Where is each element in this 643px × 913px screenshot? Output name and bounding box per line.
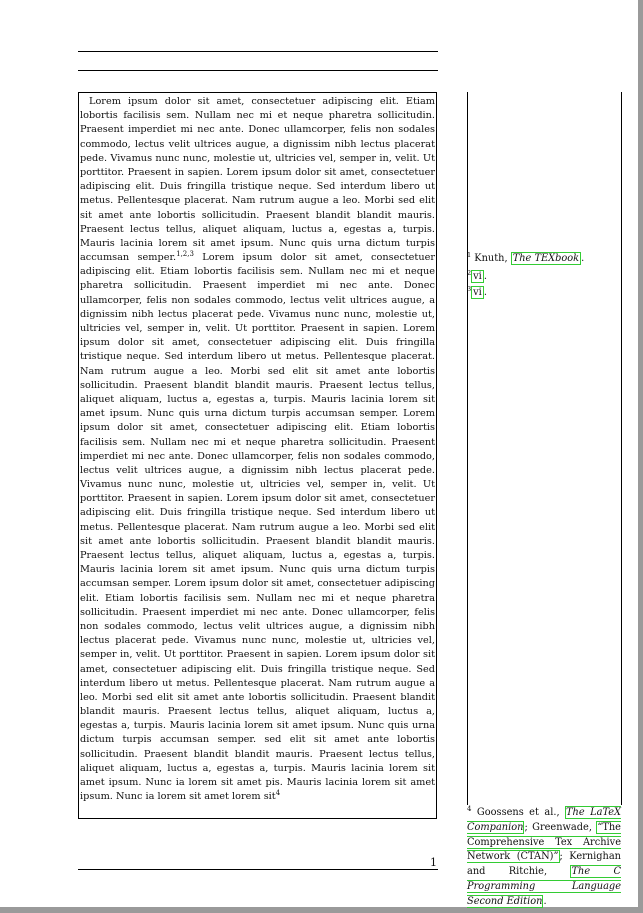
link-latex-companion[interactable]: The LaTeX Companion (467, 807, 621, 833)
margin-note-3 (467, 286, 487, 301)
margin-note-1 (467, 252, 584, 267)
margin-note-2 (467, 270, 487, 285)
link-vi-2[interactable]: vi (473, 271, 482, 282)
main-text-part-1: Lorem ipsum dolor sit amet, consectetuer adipiscing elit. Etiam lobortis facilisis sem. Nullam nec mi et neque pharetra sollicitudin. Praesent imperdiet mi nec ante. Donec ullamcorper, felis non sodales commodo, lectus velit ultrices augue, a dignissim nibh lectus placerat pede. Vivamus nunc nunc, molestie ut, ultricies vel, semper in, velit. Ut porttitor. Praesent in sapien. Lorem ipsum dolor sit amet, consectetuer adipiscing elit. Duis fringilla tristique neque. Sed interdum libero ut metus. Pellentesque placerat. Nam rutrum augue a leo. Morbi sed elit sit amet ante lobortis sollicitudin. Praesent blandit blandit mauris. Praesent lectus tellus, aliquet aliquam, luctus a, egestas a, turpis. Mauris lacinia lorem sit amet ipsum. Nunc quis urna dictum turpis accumsan semper. (80, 96, 435, 264)
page-edge-right (638, 0, 643, 913)
margin-note-4-text-c: ; Kernighan and Ritchie, (467, 851, 621, 878)
margin-note-1-end: . (581, 253, 585, 264)
margin-column-right-line (621, 92, 622, 805)
margin-note-1-mark: 1 (467, 251, 472, 259)
margin-note-4 (467, 806, 621, 910)
margin-column-left-line (467, 92, 468, 805)
link-ctan[interactable]: “The Comprehensive Tex Archive Network (CTAN)” (467, 821, 621, 863)
main-text-part-2: Lorem ipsum dolor sit amet, consectetuer adipiscing elit. Etiam lobortis facilisis sem. Nullam nec mi et neque pharetra sollicitudin. Praesent imperdiet mi nec ante. Donec ullamcorper, felis non sodales commodo, lectus velit ultrices augue, a dignissim nibh lectus placerat pede. Vivamus nunc nunc, molestie ut, ultricies vel, semper in, velit. Ut porttitor. Praesent in sapien. Lorem ipsum dolor sit amet, consectetuer adipiscing elit. Duis fringilla tristique neque. Sed interdum libero ut metus. Pellentesque placerat. Nam rutrum augue a leo. Morbi sed elit sit amet ante lobortis sollicitudin. Praesent blandit blandit mauris. Praesent lectus tellus, aliquet aliquam, luctus a, egestas a, turpis. Mauris lacinia lorem sit amet ipsum. Nunc quis urna dictum turpis accumsan semper. Lorem ipsum dolor sit amet, consectetuer adipiscing elit. Etiam lobortis facilisis sem. Nullam nec mi et neque pharetra sollicitudin. Praesent imperdiet mi nec ante. Donec ullamcorper, felis non sodales commodo, lectus velit ultrices augue, a dignissim nibh lectus placerat pede. Vivamus nunc nunc, molestie ut, ultricies vel, semper in, velit. Ut porttitor. Praesent in sapien. Lorem ipsum dolor sit amet, consectetuer adipiscing elit. Duis fringilla tristique neque. Sed interdum libero ut metus. Pellentesque placerat. Nam rutrum augue a leo. Morbi sed elit sit amet ante lobortis sollicitudin. Praesent blandit blandit mauris. Praesent lectus tellus, aliquet aliquam, luctus a, egestas a, turpis. Mauris lacinia lorem sit amet ipsum. Nunc quis urna dictum turpis accumsan semper. Lorem ipsum dolor sit amet, consectetuer adipiscing elit. Etiam lobortis facilisis sem. Nullam nec mi et neque pharetra sollicitudin. Praesent imperdiet mi nec ante. Donec ullamcorper, felis non sodales commodo, lectus velit ultrices augue, a dignissim nibh lectus placerat pede. Vivamus nunc nunc, molestie ut, ultricies vel, semper in, velit. Ut porttitor. Praesent in sapien. Lorem ipsum dolor sit amet, consectetuer adipiscing elit. Duis fringilla tristique neque. Sed interdum libero ut metus. Pellentesque placerat. Nam rutrum augue a leo. Morbi sed elit sit amet ante lobortis sollicitudin. Praesent blandit blandit mauris. Praesent lectus tellus, aliquet aliquam, luctus a, egestas a, turpis. Mauris lacinia lorem sit amet ipsum. Nunc quis urna dictum turpis accumsan semper. sed elit sit amet ante lobortis sollicitudin. Praesent blandit blandit mauris. Praesent lectus tellus, aliquet aliquam, luctus a, egestas a, turpis. Mauris lacinia lorem sit amet ipsum. Nunc ia lorem sit amet pis. Mauris lacinia lorem sit amet ipsum. Nunc ia lorem sit amet lorem sit (80, 252, 435, 803)
margin-note-2-end: . (483, 271, 487, 282)
page-number: 1 (430, 856, 437, 869)
footnote-ref-1-2-3[interactable]: 1,2,3 (176, 250, 194, 259)
link-texbook[interactable]: The TEXbook (512, 253, 580, 264)
margin-note-1-text: Knuth, (474, 253, 508, 264)
link-c-programming[interactable]: The C Programming Language Second Edition (467, 866, 621, 907)
margin-note-4-text-a: Goossens et al., (476, 807, 560, 818)
margin-note-2-mark: 2 (467, 269, 472, 277)
margin-note-4-end: . (543, 895, 547, 907)
footer-rule (78, 869, 438, 870)
header-rule-bottom (78, 70, 438, 71)
margin-note-3-end: . (483, 287, 487, 298)
header-rule-top (78, 51, 438, 52)
main-paragraph (80, 95, 435, 804)
margin-note-3-mark: 3 (467, 285, 472, 293)
footnote-ref-4[interactable]: 4 (275, 789, 281, 798)
margin-note-4-text-b: ; Greenwade, (524, 821, 592, 833)
main-text-block (78, 92, 437, 819)
margin-note-4-mark: 4 (467, 805, 472, 813)
link-vi-3[interactable]: vi (473, 287, 482, 298)
